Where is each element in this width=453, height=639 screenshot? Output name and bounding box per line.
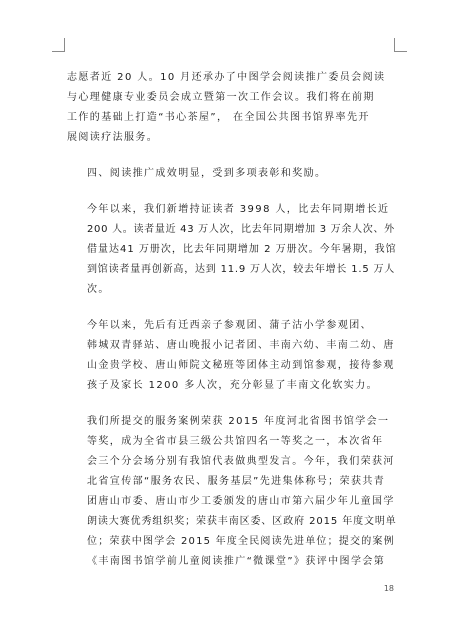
text-line: 《丰南图书馆学前儿童阅读推广“微课堂”》获评中图学会第	[87, 556, 386, 567]
section-heading	[67, 164, 397, 184]
text-line: 韩城双青驿站、唐山晚报小记者团、丰南六幼、丰南二幼、唐	[87, 340, 395, 351]
paragraph-readers	[67, 200, 397, 300]
crop-mark-left-horizontal	[52, 51, 65, 52]
text-line: 借量达41 万册次，比去年同期增加 2 万册次。今年暑期，我馆	[87, 244, 397, 255]
text-line: 展阅读疗法服务。	[67, 132, 159, 143]
page-number: 18	[383, 584, 394, 593]
text-line: 工作的基础上打造“书心茶屋”， 在全国公共图书馆界率先开	[67, 112, 370, 123]
paragraph-volunteers	[67, 68, 397, 148]
text-line: 山金贵学校、唐山师院文秘班等团体主动到馆参观，接待参观	[87, 360, 395, 371]
text-line: 团唐山市委、唐山市少工委颁发的唐山市第六届少年儿童国学	[87, 496, 395, 507]
text-line: 到馆读者量再创新高，达到 11.9 万人次，较去年增长 1.5 万人	[87, 264, 396, 275]
text-line: 位；荣获中图学会 2015 年度全民阅读先进单位；提交的案例	[87, 536, 395, 547]
crop-mark-right-vertical	[394, 38, 395, 51]
text-line: 会三个分会场分别有我馆代表做典型发言。今年，我们荣获河	[87, 456, 395, 467]
text-line: 等奖，成为全省市县三级公共馆四名一等奖之一，本次省年	[87, 436, 384, 447]
section-heading-text: 四、阅读推广成效明显，受到多项表彰和奖励。	[87, 168, 327, 179]
text-line: 我们所提交的服务案例荣获 2015 年度河北省图书馆学会一	[87, 416, 390, 427]
crop-mark-left-vertical	[64, 38, 65, 51]
crop-mark-right-horizontal	[394, 51, 407, 52]
text-line: 志愿者近 20 人。10 月还承办了中图学会阅读推广委员会阅读	[67, 72, 386, 83]
text-line: 孩子及家长 1200 多人次，充分彰显了丰南文化软实力。	[87, 380, 379, 391]
text-line: 次。	[87, 284, 110, 295]
paragraph-awards	[67, 412, 397, 572]
text-line: 今年以来，先后有迁西亲子参观团、蒲子沽小学参观团、	[87, 320, 372, 331]
text-line: 北省宣传部“服务农民、服务基层”先进集体称号；荣获共青	[87, 476, 386, 487]
text-line: 朗读大赛优秀组织奖；荣获丰南区委、区政府 2015 年度文明单	[87, 516, 397, 527]
text-line: 今年以来，我们新增持证读者 3998 人，比去年同期增长近	[87, 204, 390, 215]
document-body	[67, 68, 397, 588]
text-line: 200 人。读者量近 43 万人次，比去年同期增加 3 万余人次、外	[87, 224, 395, 235]
text-line: 与心理健康专业委员会成立暨第一次工作会议。我们将在前期	[67, 92, 375, 103]
paragraph-visits	[67, 316, 397, 396]
